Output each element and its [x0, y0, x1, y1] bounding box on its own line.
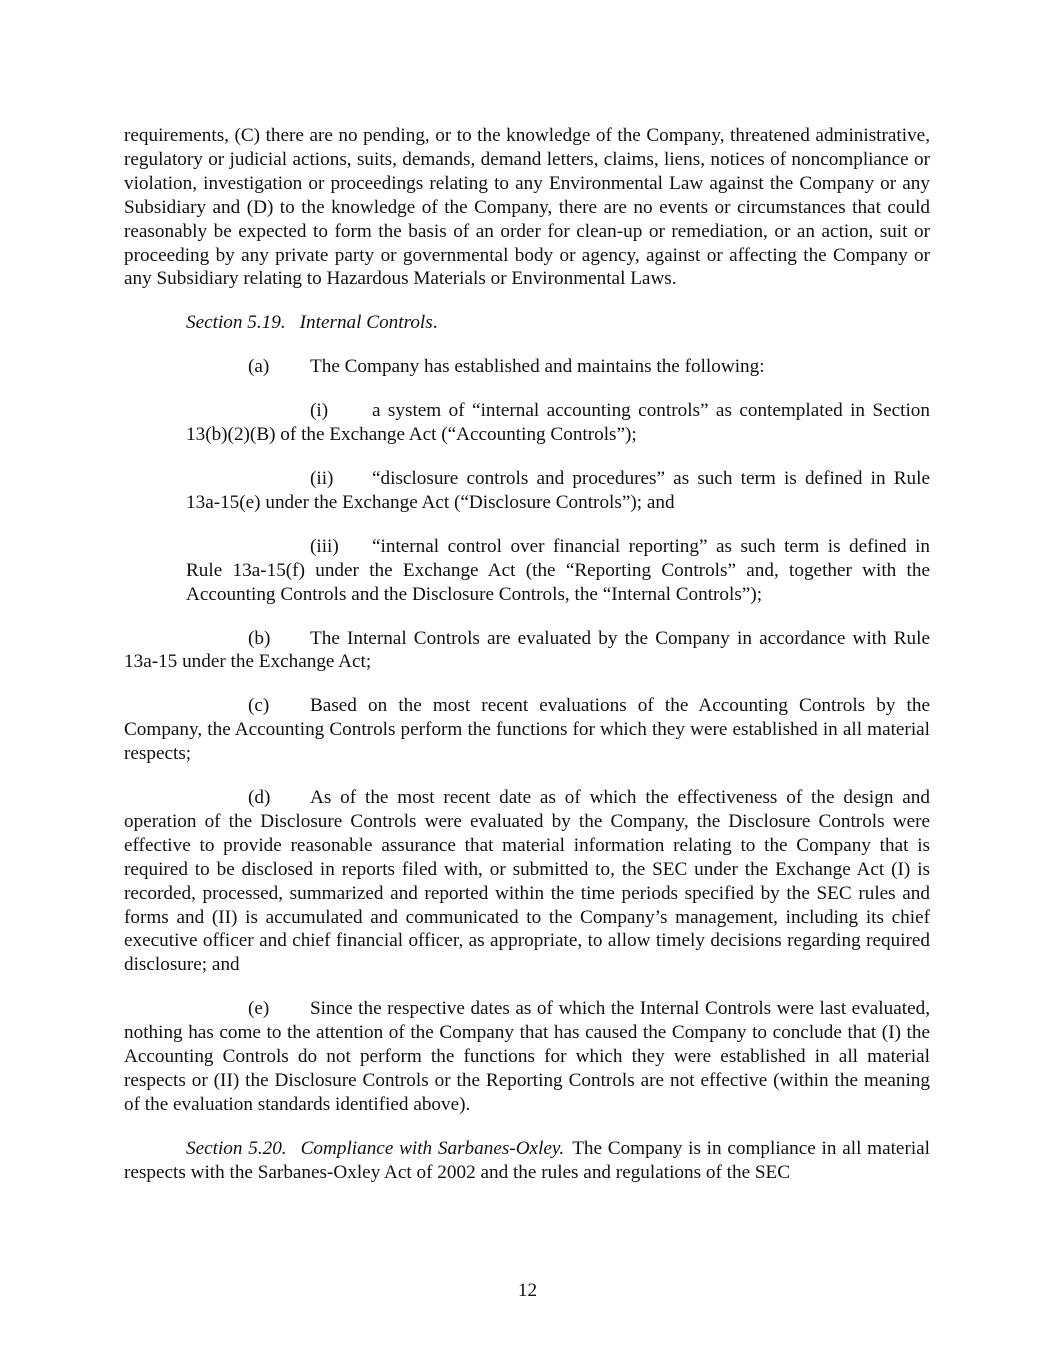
clause-e-label: (e) — [248, 998, 270, 1020]
section-5-20-number: Section 5.20. — [186, 1137, 287, 1159]
clause-c — [124, 694, 930, 766]
clause-d-text: As of the most recent date as of which the effectiveness of the design and operation of the Disclosure Controls were evaluated by the Company, the Disclosure Controls were effective to provide reasonable assurance that material information relating to the Company that is required to be disclosed in reports filed with, or submitted to, the SEC under the Exchange Act (I) is recorded, processed, summarized and reported within the time periods specified by the SEC rules and forms and (II) is accumulated and communicated to the Company’s management, including its chief executive officer and chief financial officer, as appropriate, to allow timely decisions regarding required disclosure; and — [124, 787, 930, 976]
subclause-ii — [124, 467, 930, 515]
clause-a — [124, 355, 930, 379]
clause-b-label: (b) — [248, 627, 271, 649]
intro-paragraph: requirements, (C) there are no pending, or to the knowledge of the Company, threatened administrative, regulatory or judicial actions, suits, demands, demand letters, claims, liens, notices of noncompliance or violation, investigation or proceedings relating to any Environmental Law against the Company or any Subsidiary and (D) to the knowledge of the Company, there are no events or circumstances that could reasonably be expected to form the basis of an order for clean-up or remediation, or an action, suit or proceeding by any private party or governmental body or agency, against or affecting the Company or any Subsidiary relating to Hazardous Materials or Environmental Laws. — [124, 125, 930, 290]
section-5-20 — [124, 1137, 930, 1185]
clause-c-label: (c) — [248, 695, 270, 717]
clause-a-label: (a) — [248, 356, 270, 378]
section-5-19-heading — [124, 311, 930, 335]
clause-b-text: The Internal Controls are evaluated by the Company in accordance with Rule 13a-15 under the Exchange Act; — [124, 627, 930, 673]
subclause-iii-text: “internal control over financial reporting” as such term is defined in Rule 13a-15(f) under the Exchange Act (the “Reporting Controls” and, together with the Accounting Controls and the Disclosure Controls, the “Internal Controls”); — [186, 535, 930, 605]
section-5-20-text: The Company is in compliance in all material respects with the Sarbanes-Oxley Act of 2002 and the rules and regulations of the SEC — [124, 1137, 931, 1183]
page-number: 12 — [517, 1280, 538, 1301]
clause-d-label: (d) — [248, 787, 271, 809]
clause-b — [124, 627, 930, 675]
document-page — [124, 124, 930, 1185]
subclause-i-label: (i) — [310, 400, 329, 422]
subclause-ii-text: “disclosure controls and procedures” as such term is defined in Rule 13a-15(e) under the Exchange Act (“Disclosure Controls”); and — [186, 467, 930, 513]
section-5-19-title: Internal Controls — [299, 312, 433, 334]
clause-c-text: Based on the most recent evaluations of the Accounting Controls by the Company, the Accounting Controls perform the functions for which they were established in all material respects; — [124, 695, 930, 765]
section-5-20-title: Compliance with Sarbanes-Oxley. — [300, 1137, 565, 1159]
subclause-ii-label: (ii) — [310, 467, 334, 489]
subclause-i — [124, 399, 930, 447]
clause-e — [124, 997, 930, 1117]
section-5-19-number: Section 5.19. — [186, 312, 286, 334]
clause-a-text: The Company has established and maintains the following: — [310, 356, 765, 378]
clause-e-text: Since the respective dates as of which the Internal Controls were last evaluated, nothing has come to the attention of the Company that has caused the Company to conclude that (I) the Accounting Controls do not perform the functions for which they were established in all material respects or (II) the Disclosure Controls or the Reporting Controls are not effective (within the meaning of the evaluation standards identified above). — [124, 998, 930, 1115]
section-5-19-title-punct: . — [432, 312, 438, 334]
clause-d — [124, 786, 930, 977]
subclause-iii-label: (iii) — [310, 535, 339, 557]
subclause-iii — [124, 535, 930, 607]
subclause-i-text: a system of “internal accounting controls” as contemplated in Section 13(b)(2)(B) of the Exchange Act (“Accounting Controls”); — [186, 400, 930, 446]
